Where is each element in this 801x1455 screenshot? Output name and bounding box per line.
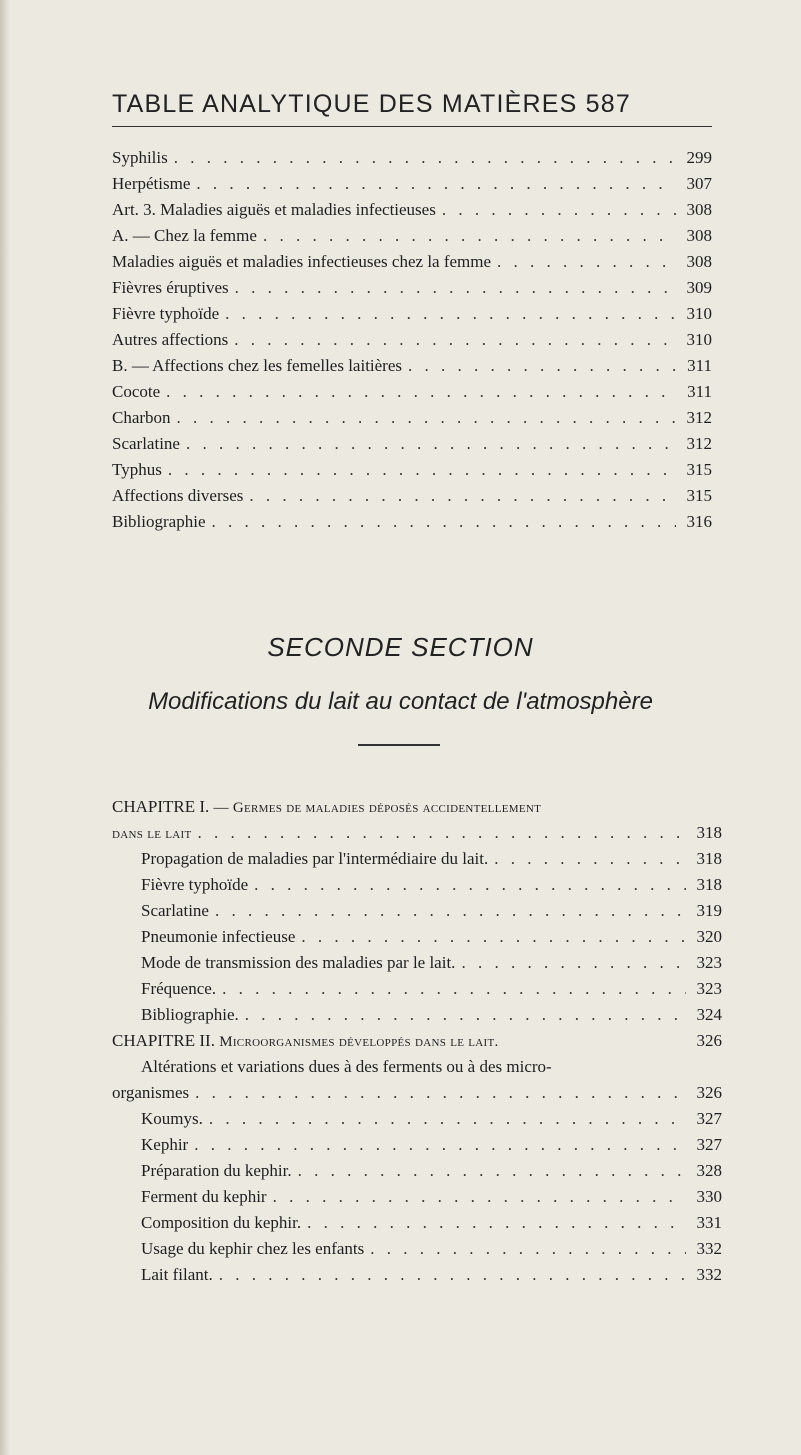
toc-entry-label: Fièvre typhoïde bbox=[141, 875, 249, 894]
toc-entry bbox=[141, 1005, 722, 1025]
toc-entry-page: 328 bbox=[696, 1161, 722, 1180]
toc-entry-label: Scarlatine bbox=[112, 434, 180, 453]
toc-entry bbox=[112, 486, 712, 506]
section-title: SECONDE SECTION bbox=[267, 632, 534, 662]
toc-entry-page: 316 bbox=[686, 512, 712, 531]
toc-entry-page: 318 bbox=[696, 875, 722, 894]
chapter-2-heading bbox=[112, 1031, 722, 1051]
toc-entry bbox=[141, 849, 722, 869]
toc-entry bbox=[112, 200, 712, 220]
chapter-1-title: — Germes de maladies déposés accidentellement bbox=[213, 800, 542, 816]
toc-entry bbox=[112, 252, 712, 272]
chapter-1-heading bbox=[112, 797, 722, 817]
toc-entry-label: Herpétisme bbox=[112, 174, 191, 193]
toc-entry-label: Affections diverses bbox=[112, 486, 244, 505]
toc-entry-label: Altérations et variations dues à des ferments ou à des micro- bbox=[141, 1057, 552, 1076]
toc-entry bbox=[112, 408, 712, 428]
leader-dots bbox=[234, 330, 676, 350]
toc-entry bbox=[141, 927, 722, 947]
chapter-2-number: CHAPITRE II. bbox=[112, 1031, 215, 1050]
toc-entry bbox=[112, 304, 712, 324]
leader-dots bbox=[497, 252, 676, 272]
leader-dots bbox=[168, 460, 676, 480]
toc-entry-label: A. — Chez la femme bbox=[112, 226, 257, 245]
toc-entry bbox=[141, 1057, 722, 1077]
leader-dots bbox=[222, 979, 686, 999]
toc-entry-label: Pneumonie infectieuse bbox=[141, 927, 296, 946]
toc-entry-label: Préparation du kephir. bbox=[141, 1161, 292, 1180]
leader-dots bbox=[195, 1083, 686, 1103]
toc-entry-page: 310 bbox=[686, 330, 712, 349]
toc-entry bbox=[112, 512, 712, 532]
toc-entry-page: 320 bbox=[696, 927, 722, 946]
toc-entry-page: 323 bbox=[696, 953, 722, 972]
toc-entry-page: 312 bbox=[686, 408, 712, 427]
chapter-1-title-line2: dans le lait bbox=[112, 826, 192, 842]
toc-entry-page: 319 bbox=[696, 901, 722, 920]
toc-entry-label: Bibliographie. bbox=[141, 1005, 239, 1024]
toc-entry bbox=[112, 174, 712, 194]
leader-dots bbox=[263, 226, 676, 246]
leader-dots bbox=[225, 304, 676, 324]
toc-entry bbox=[141, 901, 722, 921]
header-rule bbox=[112, 126, 712, 127]
toc-entry-label: Propagation de maladies par l'intermédiaire du lait. bbox=[141, 849, 489, 868]
leader-dots bbox=[442, 200, 676, 220]
leader-dots bbox=[211, 512, 676, 532]
toc-entry-page: 323 bbox=[696, 979, 722, 998]
leader-dots bbox=[209, 1109, 686, 1129]
leader-dots bbox=[461, 953, 686, 973]
toc-entry-page: 324 bbox=[696, 1005, 722, 1024]
toc-entry-page: 327 bbox=[696, 1109, 722, 1128]
toc-entry bbox=[112, 278, 712, 298]
toc-entry-label: Scarlatine bbox=[141, 901, 209, 920]
toc-entry-page: 308 bbox=[686, 226, 712, 245]
toc-entry bbox=[141, 1265, 722, 1285]
running-head-page-number: 587 bbox=[585, 90, 631, 118]
toc-entry-page: 307 bbox=[686, 174, 712, 193]
leader-dots bbox=[215, 901, 686, 921]
toc-entry-label: Art. 3. Maladies aiguës et maladies infectieuses bbox=[112, 200, 436, 219]
toc-entry bbox=[112, 148, 712, 168]
toc-entry-label: Kephir bbox=[141, 1135, 189, 1154]
toc-entry-page: 308 bbox=[686, 252, 712, 271]
toc-entry bbox=[112, 356, 712, 376]
running-head-title: TABLE ANALYTIQUE DES MATIÈRES bbox=[112, 90, 578, 118]
toc-entry bbox=[112, 434, 712, 454]
leader-dots bbox=[194, 1135, 686, 1155]
toc-entry-label: Mode de transmission des maladies par le lait. bbox=[141, 953, 456, 972]
leader-dots bbox=[307, 1213, 686, 1233]
toc-entry bbox=[112, 330, 712, 350]
toc-entry-label: Bibliographie bbox=[112, 512, 206, 531]
toc-entry bbox=[141, 1187, 722, 1207]
leader-dots bbox=[166, 382, 676, 402]
toc-entry bbox=[141, 1109, 722, 1129]
toc-entry-page: 327 bbox=[696, 1135, 722, 1154]
toc-entry-label: Ferment du kephir bbox=[141, 1187, 267, 1206]
book-spine-shadow bbox=[0, 0, 10, 1455]
toc-entry-page: 310 bbox=[686, 304, 712, 323]
toc-entry-label: Maladies aiguës et maladies infectieuses chez la femme bbox=[112, 252, 492, 271]
toc-entry-page: 299 bbox=[686, 148, 712, 167]
leader-dots bbox=[196, 174, 676, 194]
toc-entry bbox=[141, 1213, 722, 1233]
chapter-2-title: Microorganismes développés dans le lait. bbox=[219, 1034, 499, 1050]
toc-entry bbox=[112, 382, 712, 402]
toc-entry bbox=[141, 953, 722, 973]
toc-entry-label: Lait filant. bbox=[141, 1265, 213, 1284]
toc-entry-label: Cocote bbox=[112, 382, 161, 401]
toc-entry-page: 308 bbox=[686, 200, 712, 219]
leader-dots bbox=[273, 1187, 686, 1207]
toc-entry bbox=[112, 460, 712, 480]
toc-entry bbox=[112, 1083, 722, 1103]
toc-entry bbox=[141, 875, 722, 895]
toc-entry-label: B. — Affections chez les femelles laitières bbox=[112, 356, 403, 375]
leader-dots bbox=[301, 927, 686, 947]
chapter-2-page: 326 bbox=[696, 1031, 722, 1050]
chapter-1-page: 318 bbox=[696, 823, 722, 842]
running-head bbox=[112, 90, 712, 119]
leader-dots bbox=[298, 1161, 686, 1181]
toc-entry-label: Fréquence. bbox=[141, 979, 217, 998]
toc-entry-label: Autres affections bbox=[112, 330, 229, 349]
leader-dots bbox=[370, 1239, 686, 1259]
chapter-1-title-continued bbox=[112, 823, 722, 843]
toc-entry-page: 331 bbox=[696, 1213, 722, 1232]
section-subtitle: Modifications du lait au contact de l'atmosphère bbox=[148, 688, 653, 715]
toc-entry-page: 315 bbox=[686, 486, 712, 505]
toc-entry bbox=[141, 1135, 722, 1155]
toc-entry-page: 332 bbox=[696, 1239, 722, 1258]
toc-entry-page: 311 bbox=[687, 356, 712, 375]
toc-entry-page: 318 bbox=[696, 849, 722, 868]
chapter-1-number: CHAPITRE I. bbox=[112, 797, 210, 816]
toc-entry-label: Syphilis bbox=[112, 148, 168, 167]
leader-dots bbox=[254, 875, 686, 895]
leader-dots bbox=[235, 278, 676, 298]
toc-entry-label: organismes bbox=[112, 1083, 190, 1102]
leader-dots bbox=[174, 148, 676, 168]
toc-entry-label: Typhus bbox=[112, 460, 162, 479]
toc-entry-page: 332 bbox=[696, 1265, 722, 1284]
toc-entry-label: Koumys. bbox=[141, 1109, 203, 1128]
toc-entry bbox=[141, 979, 722, 999]
toc-entry-label: Usage du kephir chez les enfants bbox=[141, 1239, 365, 1258]
toc-entry-page: 330 bbox=[696, 1187, 722, 1206]
leader-dots bbox=[249, 486, 676, 506]
toc-entry-label: Fièvre typhoïde bbox=[112, 304, 220, 323]
section-rule bbox=[358, 744, 440, 746]
leader-dots bbox=[245, 1005, 686, 1025]
leader-dots bbox=[219, 1265, 686, 1285]
toc-entry-page: 312 bbox=[686, 434, 712, 453]
leader-dots bbox=[177, 408, 676, 428]
toc-entry-page: 311 bbox=[687, 382, 712, 401]
toc-entry-label: Composition du kephir. bbox=[141, 1213, 302, 1232]
toc-entry-label: Fièvres éruptives bbox=[112, 278, 229, 297]
toc-entry-page: 315 bbox=[686, 460, 712, 479]
leader-dots bbox=[198, 823, 686, 843]
toc-entry bbox=[112, 226, 712, 246]
leader-dots bbox=[494, 849, 686, 869]
toc-entry-page: 309 bbox=[686, 278, 712, 297]
toc-entry bbox=[141, 1239, 722, 1259]
leader-dots bbox=[186, 434, 676, 454]
toc-entry-page: 326 bbox=[696, 1083, 722, 1102]
toc-entry bbox=[141, 1161, 722, 1181]
leader-dots bbox=[408, 356, 676, 376]
toc-entry-label: Charbon bbox=[112, 408, 171, 427]
